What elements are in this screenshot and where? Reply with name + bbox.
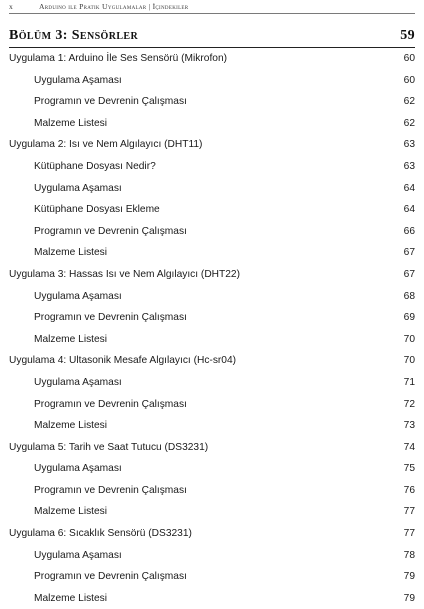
toc-entry-section[interactable]	[0, 350, 424, 372]
toc-entry-page: 70	[403, 333, 415, 345]
toc-entry-section[interactable]	[0, 437, 424, 459]
toc-entry-subsection[interactable]	[0, 70, 424, 92]
toc-entry-section[interactable]	[0, 48, 424, 70]
toc-entry-page: 67	[403, 268, 415, 280]
toc-entry-subsection[interactable]	[0, 221, 424, 243]
toc-entry-page: 62	[403, 117, 415, 129]
toc-entry-page: 70	[403, 355, 415, 367]
toc-entry-page: 77	[403, 506, 415, 518]
toc-entry-section[interactable]	[0, 264, 424, 286]
toc-entry-page: 76	[403, 484, 415, 496]
toc-entry-page: 66	[403, 225, 415, 237]
toc-entry-subsection[interactable]	[0, 372, 424, 394]
toc-entry-subsection[interactable]	[0, 480, 424, 502]
toc-entry-subsection[interactable]	[0, 588, 424, 609]
chapter-title: Bölüm 3: Sensörler	[9, 28, 139, 43]
toc-entry-subsection[interactable]	[0, 286, 424, 308]
toc-entry-page: 77	[403, 528, 415, 540]
toc-entry-title: Programın ve Devrenin Çalışması	[34, 96, 187, 108]
toc-entry-page: 69	[403, 312, 415, 324]
toc-entry-title: Malzeme Listesi	[34, 117, 108, 129]
toc-entry-title: Malzeme Listesi	[34, 506, 108, 518]
toc-entry-title: Malzeme Listesi	[34, 247, 108, 259]
toc-entry-page: 63	[403, 160, 415, 172]
toc-entry-subsection[interactable]	[0, 458, 424, 480]
toc-entry-page: 73	[403, 420, 415, 432]
toc-entry-page: 75	[403, 463, 415, 475]
toc-entry-subsection[interactable]	[0, 501, 424, 523]
toc-entry-title: Kütüphane Dosyası Nedir?	[34, 160, 156, 172]
toc-entry-title: Malzeme Listesi	[34, 592, 108, 604]
toc-entry-title: Uygulama 1: Arduino İle Ses Sensörü (Mikrofon)	[9, 53, 228, 64]
toc-entry-title: Programın ve Devrenin Çalışması	[34, 398, 187, 410]
toc-entry-page: 64	[403, 182, 415, 194]
toc-entry-page: 79	[403, 592, 415, 604]
toc-entry-page: 63	[403, 139, 415, 151]
toc-entry-title: Uygulama 2: Isı ve Nem Algılayıcı (DHT11)	[9, 139, 203, 151]
toc-entry-title: Uygulama Aşaması	[34, 376, 122, 388]
running-title: Arduino ile Pratik Uygulamalar | İçindekiler	[39, 2, 189, 11]
toc-entry-title: Uygulama 4: Ultasonik Mesafe Algılayıcı (Hc-sr04)	[9, 355, 237, 367]
toc-entry-subsection[interactable]	[0, 199, 424, 221]
toc-entry-title: Programın ve Devrenin Çalışması	[34, 312, 187, 324]
toc-entry-title: Uygulama Aşaması	[34, 290, 122, 302]
toc-entry-title: Malzeme Listesi	[34, 333, 108, 345]
toc-entry-subsection[interactable]	[0, 545, 424, 567]
toc-entry-subsection[interactable]	[0, 242, 424, 264]
toc-entry-title: Programın ve Devrenin Çalışması	[34, 484, 187, 496]
toc-entry-page: 62	[403, 96, 415, 108]
toc-entry-title: Uygulama 5: Tarih ve Saat Tutucu (DS3231)	[9, 441, 209, 453]
toc-entry-subsection[interactable]	[0, 329, 424, 351]
toc-entry-subsection[interactable]	[0, 178, 424, 200]
toc-entry-title: Uygulama Aşaması	[34, 463, 122, 475]
toc-entry-subsection[interactable]	[0, 156, 424, 178]
toc-entry-page: 60	[403, 74, 415, 86]
toc-entry-subsection[interactable]	[0, 113, 424, 135]
toc-entry-title: Programın ve Devrenin Çalışması	[34, 571, 187, 583]
toc-entry-page: 74	[403, 441, 415, 453]
toc-entry-page: 79	[403, 571, 415, 583]
toc-entry-subsection[interactable]	[0, 307, 424, 329]
toc-entry-title: Kütüphane Dosyası Ekleme	[34, 204, 160, 216]
toc-entry-title: Uygulama Aşaması	[34, 74, 122, 86]
page-number-roman: x	[9, 2, 14, 11]
toc-entry-subsection[interactable]	[0, 566, 424, 588]
toc-entry-title: Programın ve Devrenin Çalışması	[34, 225, 187, 237]
toc-entry-title: Uygulama Aşaması	[34, 182, 122, 194]
toc-entry-title: Malzeme Listesi	[34, 420, 108, 432]
chapter-heading[interactable]	[9, 28, 415, 46]
toc-entry-title: Uygulama 6: Sıcaklık Sensörü (DS3231)	[9, 528, 192, 540]
header-rule	[9, 13, 415, 14]
toc-entry-subsection[interactable]	[0, 415, 424, 437]
toc-entry-title: Uygulama 3: Hassas Isı ve Nem Algılayıcı (DHT22)	[9, 268, 240, 280]
toc-entry-page: 71	[403, 376, 415, 388]
toc-entry-page: 78	[403, 549, 415, 561]
toc-entry-page: 67	[403, 247, 415, 259]
toc-list	[0, 48, 424, 609]
toc-entry-page: 68	[403, 290, 415, 302]
toc-entry-title: Uygulama Aşaması	[34, 549, 122, 561]
toc-entry-subsection[interactable]	[0, 394, 424, 416]
chapter-page-number: 59	[400, 28, 415, 43]
toc-entry-page: 72	[403, 398, 415, 410]
toc-entry-section[interactable]	[0, 523, 424, 545]
toc-entry-subsection[interactable]	[0, 91, 424, 113]
toc-entry-section[interactable]	[0, 134, 424, 156]
toc-entry-page: 64	[403, 204, 415, 216]
toc-entry-page: 60	[403, 53, 415, 64]
